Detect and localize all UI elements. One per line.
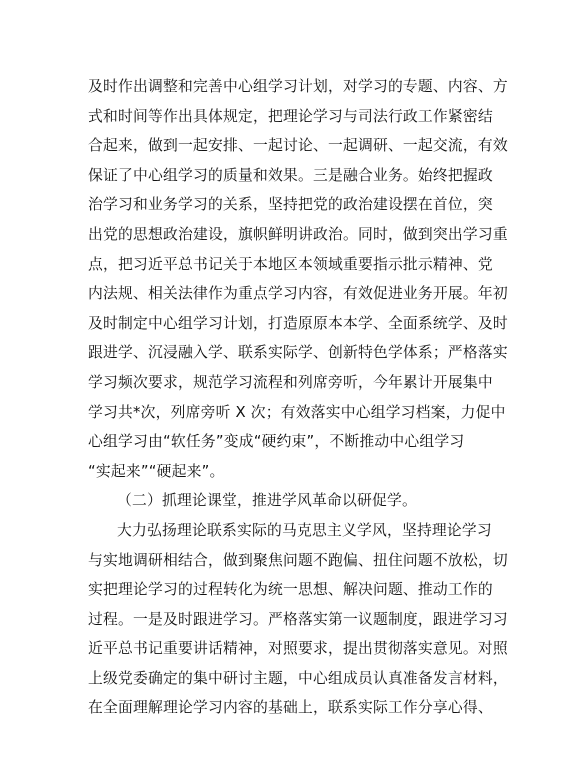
body-text-line: 学习共*次，列席旁听 X 次；有效落实中心组学习档案，力促中 <box>88 403 506 421</box>
body-text-line: 过程。一是及时跟进学习。严格落实第一议题制度，跟进学习习 <box>88 610 508 628</box>
section-heading: （二）抓理论课堂，推进学风革命以研促学。 <box>117 492 417 510</box>
paragraph-first-line: 大力弘扬理论联系实际的马克思主义学风，坚持理论学习 <box>117 521 492 539</box>
body-text-line: 跟进学、沉浸融入学、联系实际学、创新特色学体系；严格落实 <box>88 344 508 362</box>
body-text-line: 学习频次要求，规范学习流程和列席旁听，今年累计开展集中 <box>88 373 493 391</box>
body-text-line: 出党的思想政治建设，旗帜鲜明讲政治。同时，做到突出学习重 <box>88 225 508 243</box>
body-text-line: 及时作出调整和完善中心组学习计划，对学习的专题、内容、方 <box>88 78 508 95</box>
body-text-line: 合起来，做到一起安排、一起讨论、一起调研、一起交流，有效 <box>88 137 508 155</box>
document-body <box>88 72 508 723</box>
body-text-line: “实起来”“硬起来”。 <box>88 462 225 480</box>
body-text-line: 实把理论学习的过程转化为统一思想、解决问题、推动工作的 <box>88 581 493 599</box>
body-text-line: 与实地调研相结合，做到聚焦问题不跑偏、扭住问题不放松，切 <box>88 551 508 569</box>
body-text-line: 治学习和业务学习的关系，坚持把党的政治建设摆在首位，突 <box>88 196 493 214</box>
body-text-line: 保证了中心组学习的质量和效果。三是融合业务。始终把握政 <box>88 166 493 184</box>
body-text-line: 上级党委确定的集中研讨主题，中心组成员认真准备发言材料， <box>88 669 508 687</box>
body-text-line: 式和时间等作出具体规定，把理论学习与司法行政工作紧密结 <box>88 107 493 125</box>
body-text-line: 近平总书记重要讲话精神，对照要求，提出贯彻落实意见。对照 <box>88 640 508 658</box>
body-text-line: 在全面理解理论学习内容的基础上，联系实际工作分享心得、 <box>88 699 493 717</box>
body-text-line: 点，把习近平总书记关于本地区本领域重要指示批示精神、党 <box>88 255 493 273</box>
body-text-line: 内法规、相关法律作为重点学习内容，有效促进业务开展。年初 <box>88 285 508 303</box>
body-text-line: 心组学习由“软任务”变成“硬约束”，不断推动中心组学习 <box>88 433 465 451</box>
body-text-line: 及时制定中心组学习计划，打造原原本本学、全面系统学、及时 <box>88 314 508 332</box>
